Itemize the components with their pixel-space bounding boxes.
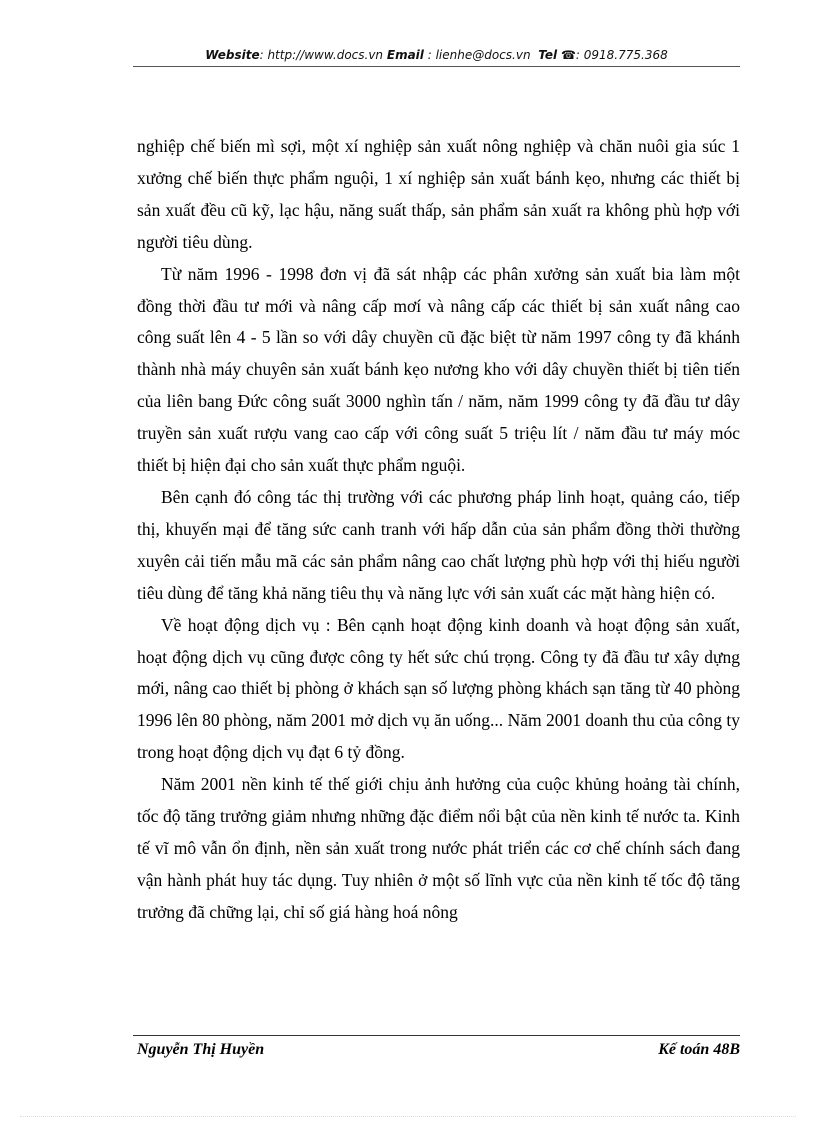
paragraph-2: Từ năm 1996 - 1998 đơn vị đã sát nhập các phân xưởng sản xuất bia làm một đồng thời đầu tư mới và nâng cấp mơí và nâng cấp các thiết bị sản xuất nâng cao công suất lên 4 - 5 lần so với dây chuyền cũ đặc biệt từ năm 1997 công ty đã khánh thành nhà máy chuyên sản xuất bánh kẹo nương kho với dây chuyền thiết bị tiên tiến của liên bang Đức công suất 3000 nghìn tấn / năm, năm 1999 công ty đã đầu tư dây truyền sản xuất rượu vang cao cấp với công suất 5 triệu lít / năm đầu tư máy móc thiết bị hiện đại cho sản xuất thực phẩm nguội. [137, 263, 740, 476]
page-header [133, 48, 740, 62]
website-url: : http://www.docs.vn [259, 48, 384, 62]
paragraph-3: Bên cạnh đó công tác thị trường với các phương pháp linh hoạt, quảng cáo, tiếp thị, khuyến mại để tăng sức canh tranh với hấp dẫn của sản phẩm đồng thời thường xuyên cải tiến mẫu mã các sản phẩm nâng cao chất lượng phù hợp với thị hiếu người tiêu dùng để tăng khả năng tiêu thụ và năng lực với sản xuất các mặt hàng hiện có. [137, 486, 740, 603]
email-label: Email [386, 48, 424, 62]
header-divider [133, 66, 740, 67]
page-bottom-border [20, 1116, 796, 1117]
paragraph-1: nghiệp chế biến mì sợi, một xí nghiệp sản xuất nông nghiệp và chăn nuôi gia súc 1 xưởng chế biến thực phẩm nguội, 1 xí nghiệp sản xuất bánh kẹo, nhưng các thiết bị sản xuất đều cũ kỹ, lạc hậu, năng suất thấp, sản phẩm sản xuất ra không phù hợp với người tiêu dùng. [137, 136, 740, 252]
tel-label: Tel [538, 48, 558, 62]
phone-icon: ☎ [560, 48, 576, 62]
footer-class: Kế toán 48B [658, 1041, 740, 1058]
footer-divider [133, 1035, 740, 1036]
tel-number: : 0918.775.368 [575, 48, 668, 62]
email-address: : lienhe@docs.vn [427, 48, 531, 62]
paragraph-4: Về hoạt động dịch vụ : Bên cạnh hoạt động kinh doanh và hoạt động sản xuất, hoạt động dịch vụ cũng được công ty hết sức chú trọng. Công ty đã đầu tư xây dựng mới, nâng cao thiết bị phòng ở khách sạn số lượng phòng khách sạn tăng từ 40 phòng 1996 lên 80 phòng, năm 2001 mở dịch vụ ăn uống... Năm 2001 doanh thu của công ty trong hoạt động dịch vụ đạt 6 tỷ đồng. [137, 614, 740, 763]
paragraph-5: Năm 2001 nền kinh tế thế giới chịu ảnh hưởng của cuộc khủng hoảng tài chính, tốc độ tăng trưởng giảm nhưng những đặc điểm nổi bật của nền kinh tế nước ta. Kinh tế vĩ mô vẫn ổn định, nền sản xuất trong nước phát triển các cơ chế chính sách đang vận hành phát huy tác dụng. Tuy nhiên ở một số lĩnh vực của nền kinh tế tốc độ tăng trưởng đã chững lại, chỉ số giá hàng hoá nông [137, 774, 740, 922]
document-body [137, 131, 740, 929]
footer-author: Nguyễn Thị Huyền [137, 1041, 265, 1058]
website-label: Website [205, 48, 260, 62]
